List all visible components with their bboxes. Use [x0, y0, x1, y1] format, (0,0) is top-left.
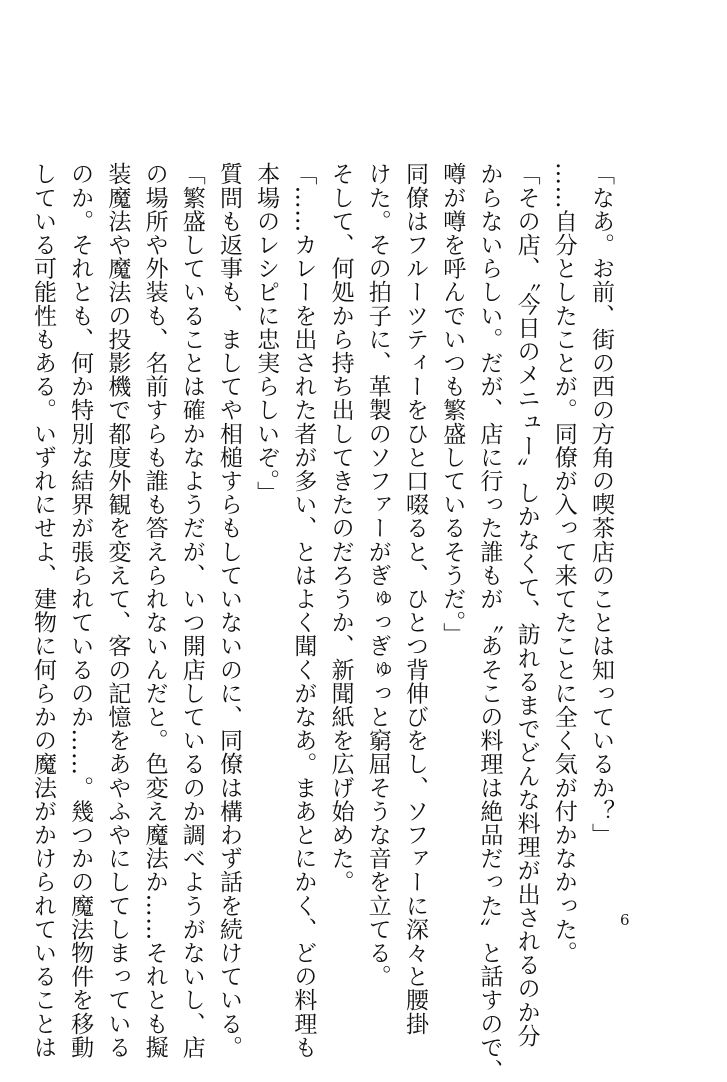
vertical-text-body: [24, 162, 619, 1082]
text-line: けた。その拍子に、革製のソファーがぎゅっぎゅっと窮屈そうな音を立てる。: [364, 162, 391, 988]
text-line: 噂が噂を呼んでいつも繁盛しているそうだ。」: [439, 162, 466, 647]
text-line: 同僚はフルーツティーをひと口啜ると、ひとつ背伸びをし、ソファーに深々と腰掛: [401, 162, 428, 1036]
text-line: からないらしい。だが、店に行った誰もが〝あそこの料理は絶品だった〟と話すので、: [476, 162, 503, 1082]
text-line: 「なあ。お前、街の西の方角の喫茶店のことは知っているか？」: [588, 162, 614, 847]
text-line: そして、何処から持ち出してきたのだろうか、新聞紙を広げ始めた。: [327, 162, 354, 894]
page-number: 6: [620, 911, 630, 929]
text-line: の場所や外装も、名前すらも誰も答えられないんだと。色変え魔法か……それとも擬: [141, 162, 168, 1059]
text-line: している可能性もある。いずれにせよ、建物に何らかの魔法がかけられていることは: [29, 162, 56, 1059]
text-line: のか。それとも、何か特別な結界が張られているのか……。幾つかの魔法物件を移動: [67, 162, 94, 1059]
text-line: 「その店、〝今日のメニュー〟しかなくて、訪れるまでどんな料理が出されるのか分: [513, 162, 540, 1048]
text-line: 本場のレシピに忠実らしいぞ。」: [253, 162, 280, 505]
text-line: 「……カレーを出された者が多い、とはよく聞くがなあ。まあとにかく、どの料理も: [290, 162, 317, 1059]
text-line: 質問も返事も、ましてや相槌すらもしていないのに、同僚は構わず話を続けている。: [215, 162, 242, 1059]
text-line: 「繁盛していることは確かなようだが、いつ開店しているのか調べようがないし、店: [178, 162, 205, 1059]
text-line: ……自分としたことが。同僚が入って来てたことに全く気が付かなかった。: [550, 162, 577, 965]
text-line: 装魔法や魔法の投影機で都度外観を変えて、客の記憶をあやふやにしてしまっている: [104, 162, 131, 1059]
